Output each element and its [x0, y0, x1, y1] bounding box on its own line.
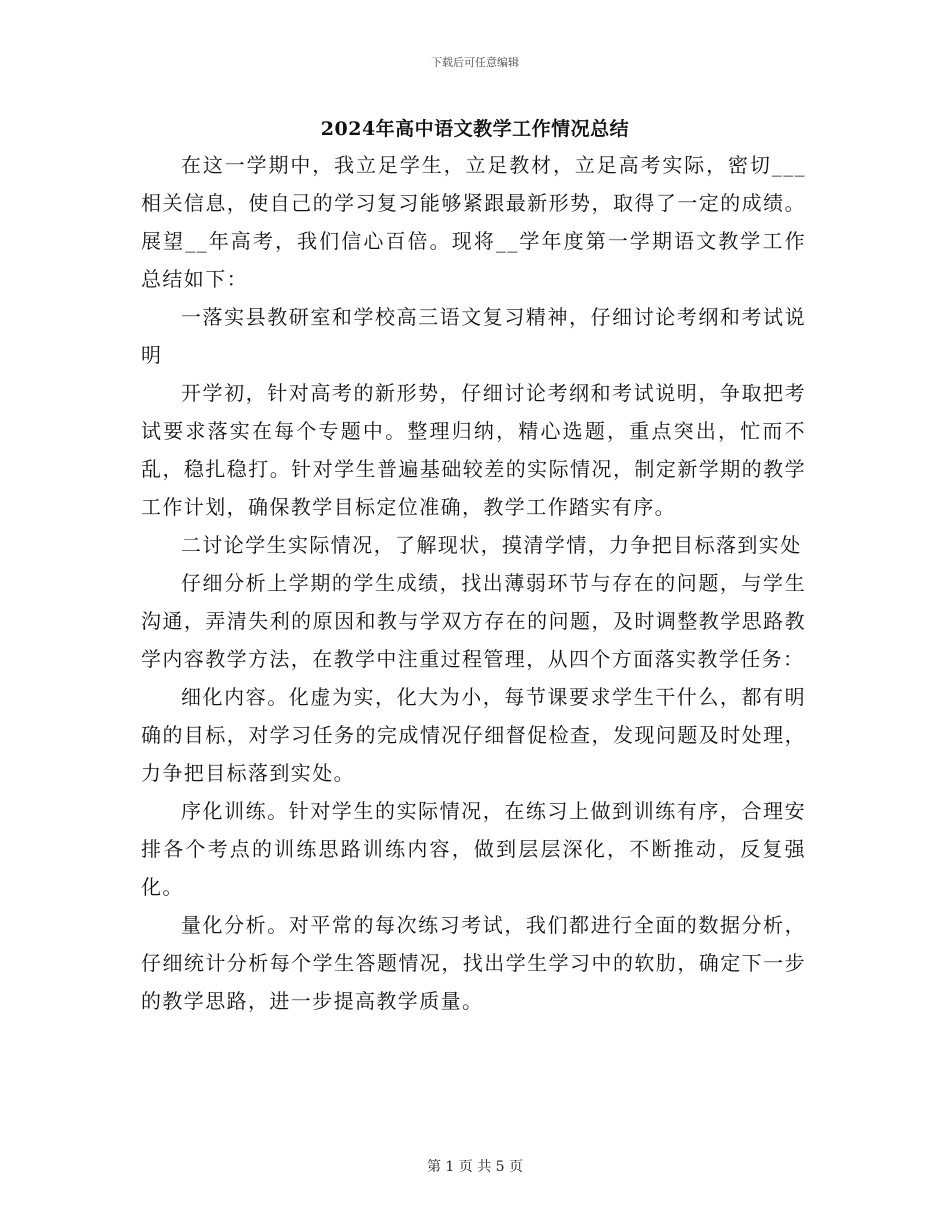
paragraph-section-2: 仔细分析上学期的学生成绩，找出薄弱环节与存在的问题，与学生沟通，弄清失利的原因和教与学双方存在的问题，及时调整教学思路教学内容教学方法，在教学中注重过程管理，从四个方面落实教学任务：: [141, 571, 806, 671]
section-heading-2: 二讨论学生实际情况，了解现状，摸清学情，力争把目标落到实处: [181, 533, 802, 557]
paragraph-quantified-analysis: 量化分析。对平常的每次练习考试，我们都进行全面的数据分析，仔细统计分析每个学生答题情况，找出学生学习中的软肋，确定下一步的教学思路，进一步提高教学质量。: [141, 913, 806, 1013]
paragraph-section-1: 开学初，针对高考的新形势，仔细讨论考纲和考试说明，争取把考试要求落实在每个专题中。整理归纳，精心选题，重点突出，忙而不乱，稳扎稳打。针对学生普遍基础较差的实际情况，制定新学期的教学工作计划，确保教学目标定位准确，教学工作踏实有序。: [141, 381, 806, 519]
paragraph-intro: 在这一学期中，我立足学生，立足教材，立足高考实际，密切___相关信息，使自己的学习复习能够紧跟最新形势，取得了一定的成绩。展望__年高考，我们信心百倍。现将__学年度第一学期语文教学工作总结如下：: [141, 153, 806, 291]
paragraph-refine-content: 细化内容。化虚为实，化大为小，每节课要求学生干什么，都有明确的目标，对学习任务的完成情况仔细督促检查，发现问题及时处理，力争把目标落到实处。: [141, 685, 806, 785]
document-body: [141, 146, 806, 1020]
paragraph-ordered-training: 序化训练。针对学生的实际情况，在练习上做到训练有序，合理安排各个考点的训练思路训练内容，做到层层深化，不断推动，反复强化。: [141, 799, 806, 899]
header-note: 下载后可任意编辑: [431, 56, 519, 69]
page-number: 第 1 页 共 5 页: [426, 1159, 524, 1175]
document-title: 2024年高中语文教学工作情况总结: [320, 118, 630, 140]
section-heading-1: 一落实县教研室和学校高三语文复习精神，仔细讨论考纲和考试说明: [141, 305, 806, 367]
